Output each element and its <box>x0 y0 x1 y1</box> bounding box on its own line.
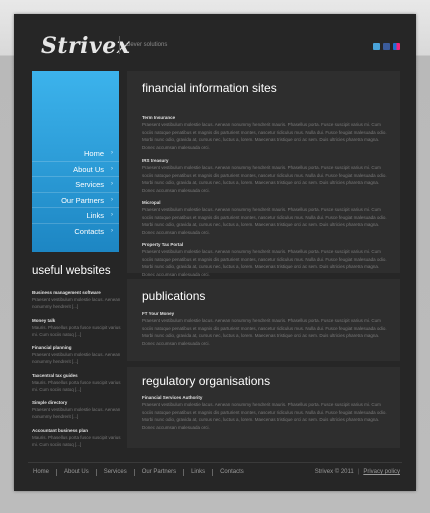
link-description: Mauris. Phasellus porta fusce suscipit varius mi. Cum sociis natoq [...] <box>32 379 121 392</box>
article-title[interactable]: Financial Services Authority <box>142 395 203 400</box>
section-heading: publications <box>142 289 206 303</box>
financial-sites-panel <box>127 71 400 277</box>
footer-link-links[interactable]: Links <box>183 469 212 476</box>
footer-divider <box>28 462 402 463</box>
footer-separator: | <box>357 469 360 475</box>
nav-item-label: Links <box>86 211 104 221</box>
link-title[interactable]: Simple directory <box>32 400 68 405</box>
tagline: clever solutions <box>119 36 167 54</box>
article <box>142 310 390 347</box>
nav-item-our-partners[interactable] <box>32 193 119 209</box>
link-title[interactable]: Money talk <box>32 317 56 323</box>
article-title[interactable]: Property Tax Portal <box>142 242 184 247</box>
nav-item-home[interactable] <box>32 146 119 162</box>
list-item <box>32 372 127 393</box>
nav-item-label: About Us <box>73 164 104 174</box>
chevron-right-icon: › <box>111 196 113 203</box>
flickr-icon[interactable] <box>393 43 400 50</box>
article <box>142 241 390 278</box>
footer-link-services[interactable]: Services <box>96 469 134 476</box>
twitter-icon[interactable] <box>373 43 380 50</box>
privacy-policy-link[interactable]: Privacy policy <box>363 469 400 475</box>
article-text: Praesent vestibulum molestie lacus. Aenean nonummy hendrerit mauris. Phasellus porta. Fusce suscipit varius mi. Cum sociis natoque penatibus et magnis dis parturient montes, nascetur ridiculus mus. Nulla dui. Fusce feugiat malesuada odio. Morbi nunc odio, gravida at, cursus nec, luctus a, lorem. Maecenas tristique orci ac sem. Duis ultricies pharetra magna. Donec accumsan malesuada orci. <box>142 207 387 235</box>
article-title[interactable]: Micropal <box>142 200 161 205</box>
article-title[interactable]: IRS treasury <box>142 158 169 163</box>
footer-nav <box>33 469 251 476</box>
link-description: Praesent vestibulum molestie lacus. Aenean nonummy hendrerit [...] <box>32 407 121 419</box>
article <box>142 199 390 236</box>
list-item <box>32 317 127 338</box>
section-heading: regulatory organisations <box>142 374 271 388</box>
article <box>142 157 390 194</box>
article-text: Praesent vestibulum molestie lacus. Aenean nonummy hendrerit mauris. Phasellus porta. Fusce suscipit varius mi. Cum sociis natoque penatibus et magnis dis parturient montes, nascetur ridiculus mus. Nulla dui. Fusce feugiat malesuada odio. Morbi nunc odio, gravida at, cursus nec, luctus a, lorem. Maecenas tristique orci ac sem. Duis ultricies pharetra magna. Donec accumsan malesuada orci. <box>142 249 387 277</box>
article-text: Praesent vestibulum molestie lacus. Aenean nonummy hendrerit mauris. Phasellus porta. Fusce suscipit varius mi. Cum sociis natoque penatibus et magnis dis parturient montes, nascetur ridiculus mus. Nulla dui. Fusce feugiat malesuada odio. Morbi nunc odio, gravida at, cursus nec, luctus a, lorem. Maecenas tristique orci ac sem. Duis ultricies pharetra magna. Donec accumsan malesuada orci. <box>142 122 387 150</box>
list-item <box>32 344 127 365</box>
chevron-right-icon: › <box>111 181 113 188</box>
link-description: Praesent vestibulum molestie lacus. Aenean nonummy hendrerit [...] <box>32 297 121 309</box>
nav-item-about-us[interactable] <box>32 162 119 178</box>
publications-panel <box>127 279 400 361</box>
footer-link-about-us[interactable]: About Us <box>56 469 96 476</box>
nav-item-links[interactable] <box>32 208 119 224</box>
nav-item-label: Our Partners <box>61 195 104 205</box>
useful-websites-list <box>32 289 127 454</box>
chevron-right-icon: › <box>111 227 113 234</box>
footer-link-home[interactable]: Home <box>33 469 50 475</box>
article <box>142 394 390 431</box>
article-text: Praesent vestibulum molestie lacus. Aenean nonummy hendrerit mauris. Phasellus porta. Fusce suscipit varius mi. Cum sociis natoque penatibus et magnis dis parturient montes, nascetur ridiculus mus. Nulla dui. Fusce feugiat malesuada odio. Morbi nunc odio, gravida at, cursus nec, luctus a, lorem. Maecenas tristique orci ac sem. Duis ultricies pharetra magna. Donec accumsan malesuada orci. <box>142 318 387 346</box>
chevron-right-icon: › <box>111 212 113 219</box>
nav-item-label: Home <box>83 149 104 158</box>
article <box>142 114 390 151</box>
article-text: Praesent vestibulum molestie lacus. Aenean nonummy hendrerit mauris. Phasellus porta. Fusce suscipit varius mi. Cum sociis natoque penatibus et magnis dis parturient montes, nascetur ridiculus mus. Nulla dui. Fusce feugiat malesuada odio. Morbi nunc odio, gravida at, cursus nec, luctus a, lorem. Maecenas tristique orci ac sem. Duis ultricies pharetra magna. Donec accumsan malesuada orci. <box>142 402 387 430</box>
article-title[interactable]: Term Insurance <box>142 115 176 120</box>
regulatory-panel <box>127 367 400 448</box>
chevron-right-icon: › <box>111 165 113 172</box>
logo[interactable]: Strivex <box>41 33 131 59</box>
nav-item-services[interactable] <box>32 177 119 193</box>
article-title[interactable]: FT Your Money <box>142 311 175 316</box>
copyright-text: Strivex © 2011 <box>314 469 354 475</box>
nav-item-label: Contacts <box>74 226 104 236</box>
social-links <box>373 43 400 50</box>
copyright <box>315 469 400 476</box>
facebook-icon[interactable] <box>383 43 390 50</box>
link-description: Mauris. Phasellus porta fusce suscipit varius mi. Cum sociis natoq [...] <box>32 324 121 337</box>
footer-link-our-partners[interactable]: Our Partners <box>134 469 183 476</box>
link-description: Praesent vestibulum molestie lacus. Aenean nonummy hendrerit [...] <box>32 352 121 364</box>
page-container <box>14 14 416 491</box>
link-title[interactable]: Accountant business plan <box>32 427 89 433</box>
section-heading: financial information sites <box>142 81 277 95</box>
link-description: Mauris. Phasellus porta fusce suscipit varius mi. Cum sociis natoq [...] <box>32 434 121 447</box>
nav-item-label: Services <box>75 180 104 190</box>
link-title[interactable]: Financial planning <box>32 345 72 350</box>
footer-link-contacts[interactable]: Contacts <box>212 469 251 476</box>
list-item <box>32 399 127 420</box>
article-text: Praesent vestibulum molestie lacus. Aenean nonummy hendrerit mauris. Phasellus porta. Fusce suscipit varius mi. Cum sociis natoque penatibus et magnis dis parturient montes, nascetur ridiculus mus. Nulla dui. Fusce feugiat malesuada odio. Morbi nunc odio, gravida at, cursus nec, luctus a, lorem. Maecenas tristique orci ac sem. Duis ultricies pharetra magna. Donec accumsan malesuada orci. <box>142 165 387 193</box>
nav-item-contacts[interactable] <box>32 224 119 240</box>
main-nav <box>32 71 119 252</box>
link-title[interactable]: Business management software <box>32 290 101 295</box>
useful-websites-heading: useful websites <box>32 265 111 277</box>
chevron-right-icon: › <box>111 150 113 156</box>
link-title[interactable]: Taxcentral tax guides <box>32 372 78 378</box>
list-item <box>32 289 127 310</box>
list-item <box>32 427 127 448</box>
